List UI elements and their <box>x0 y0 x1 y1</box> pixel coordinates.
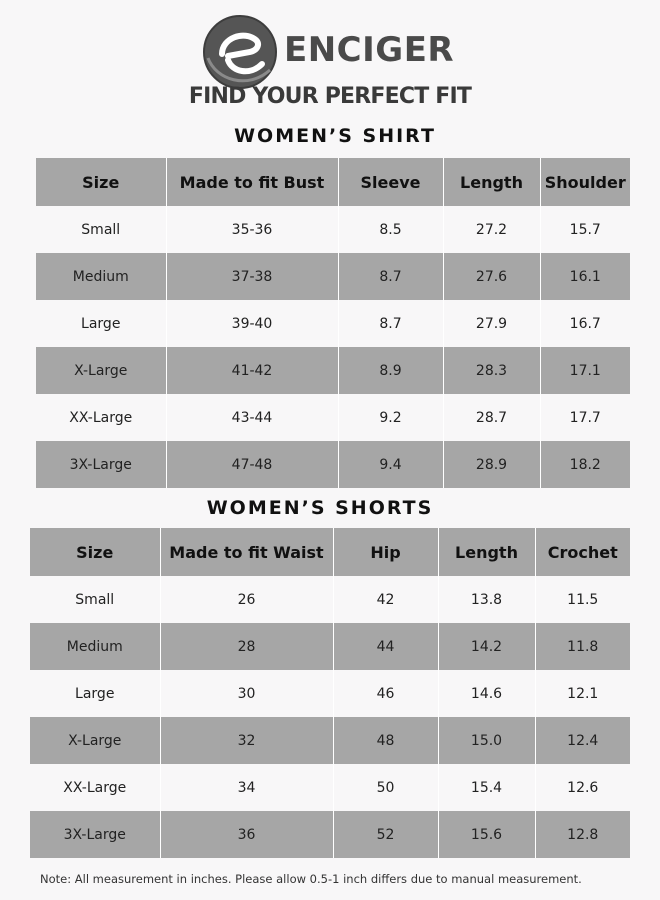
table-header-row <box>30 528 630 576</box>
table-cell: 8.7 <box>338 300 443 347</box>
table-cell: 16.7 <box>540 300 630 347</box>
table-cell: 8.9 <box>338 347 443 394</box>
table-row <box>30 670 630 717</box>
shorts-size-table <box>30 528 630 858</box>
table-cell: 42 <box>333 576 438 623</box>
column-header: Sleeve <box>338 158 443 206</box>
table-cell: 34 <box>160 764 333 811</box>
table-cell: 41-42 <box>166 347 338 394</box>
table-row <box>36 394 630 441</box>
table-cell: 35-36 <box>166 206 338 253</box>
table-cell: 43-44 <box>166 394 338 441</box>
table-cell: 28.9 <box>443 441 540 488</box>
table-cell: 12.8 <box>535 811 630 858</box>
table-cell: 12.4 <box>535 717 630 764</box>
table-cell: 39-40 <box>166 300 338 347</box>
table-cell: XX-Large <box>36 394 166 441</box>
table-cell: 50 <box>333 764 438 811</box>
table-cell: X-Large <box>36 347 166 394</box>
table-row <box>36 441 630 488</box>
table-cell: 30 <box>160 670 333 717</box>
column-header: Made to fit Bust <box>166 158 338 206</box>
column-header: Length <box>443 158 540 206</box>
shorts-section-title: WOMEN’S SHORTS <box>206 497 434 519</box>
table-row <box>36 206 630 253</box>
table-cell: 9.4 <box>338 441 443 488</box>
table-cell: 8.5 <box>338 206 443 253</box>
column-header: Made to fit Waist <box>160 528 333 576</box>
table-cell: 15.7 <box>540 206 630 253</box>
column-header: Crochet <box>535 528 630 576</box>
brand-name: ENCIGER <box>284 30 455 70</box>
table-cell: 28.7 <box>443 394 540 441</box>
table-cell: 15.6 <box>438 811 535 858</box>
table-row <box>30 811 630 858</box>
table-row <box>36 347 630 394</box>
table-cell: 27.9 <box>443 300 540 347</box>
table-cell: XX-Large <box>30 764 160 811</box>
table-cell: 37-38 <box>166 253 338 300</box>
table-row <box>36 300 630 347</box>
table-cell: Small <box>30 576 160 623</box>
brand-logo <box>0 8 660 86</box>
table-cell: 13.8 <box>438 576 535 623</box>
table-cell: 27.2 <box>443 206 540 253</box>
column-header: Hip <box>333 528 438 576</box>
table-cell: Large <box>36 300 166 347</box>
table-cell: X-Large <box>30 717 160 764</box>
table-cell: 15.4 <box>438 764 535 811</box>
footnote: Note: All measurement in inches. Please allow 0.5-1 inch differs due to manual measurement. <box>40 872 582 886</box>
table-row <box>36 253 630 300</box>
table-cell: 11.8 <box>535 623 630 670</box>
table-cell: 3X-Large <box>36 441 166 488</box>
table-row <box>30 576 630 623</box>
table-cell: 15.0 <box>438 717 535 764</box>
table-cell: 16.1 <box>540 253 630 300</box>
column-header: Size <box>30 528 160 576</box>
table-cell: 28 <box>160 623 333 670</box>
table-row <box>30 717 630 764</box>
table-cell: Medium <box>30 623 160 670</box>
table-cell: 11.5 <box>535 576 630 623</box>
table-cell: 17.7 <box>540 394 630 441</box>
table-cell: 27.6 <box>443 253 540 300</box>
table-cell: 32 <box>160 717 333 764</box>
table-cell: 12.6 <box>535 764 630 811</box>
table-cell: 14.2 <box>438 623 535 670</box>
table-cell: 28.3 <box>443 347 540 394</box>
tagline: FIND YOUR PERFECT FIT <box>188 84 472 109</box>
table-header-row <box>36 158 630 206</box>
table-cell: 9.2 <box>338 394 443 441</box>
table-cell: Large <box>30 670 160 717</box>
table-cell: 12.1 <box>535 670 630 717</box>
column-header: Length <box>438 528 535 576</box>
table-cell: 8.7 <box>338 253 443 300</box>
table-cell: 46 <box>333 670 438 717</box>
table-row <box>30 764 630 811</box>
table-cell: Medium <box>36 253 166 300</box>
table-cell: 3X-Large <box>30 811 160 858</box>
shirt-section-title: WOMEN’S SHIRT <box>234 125 436 147</box>
table-cell: 18.2 <box>540 441 630 488</box>
table-cell: 52 <box>333 811 438 858</box>
column-header: Size <box>36 158 166 206</box>
table-row <box>30 623 630 670</box>
table-cell: 47-48 <box>166 441 338 488</box>
table-cell: Small <box>36 206 166 253</box>
shirt-size-table <box>36 158 630 488</box>
table-cell: 17.1 <box>540 347 630 394</box>
table-cell: 48 <box>333 717 438 764</box>
logo-mark-icon <box>202 14 278 90</box>
table-cell: 26 <box>160 576 333 623</box>
column-header: Shoulder <box>540 158 630 206</box>
table-cell: 36 <box>160 811 333 858</box>
table-cell: 44 <box>333 623 438 670</box>
table-cell: 14.6 <box>438 670 535 717</box>
